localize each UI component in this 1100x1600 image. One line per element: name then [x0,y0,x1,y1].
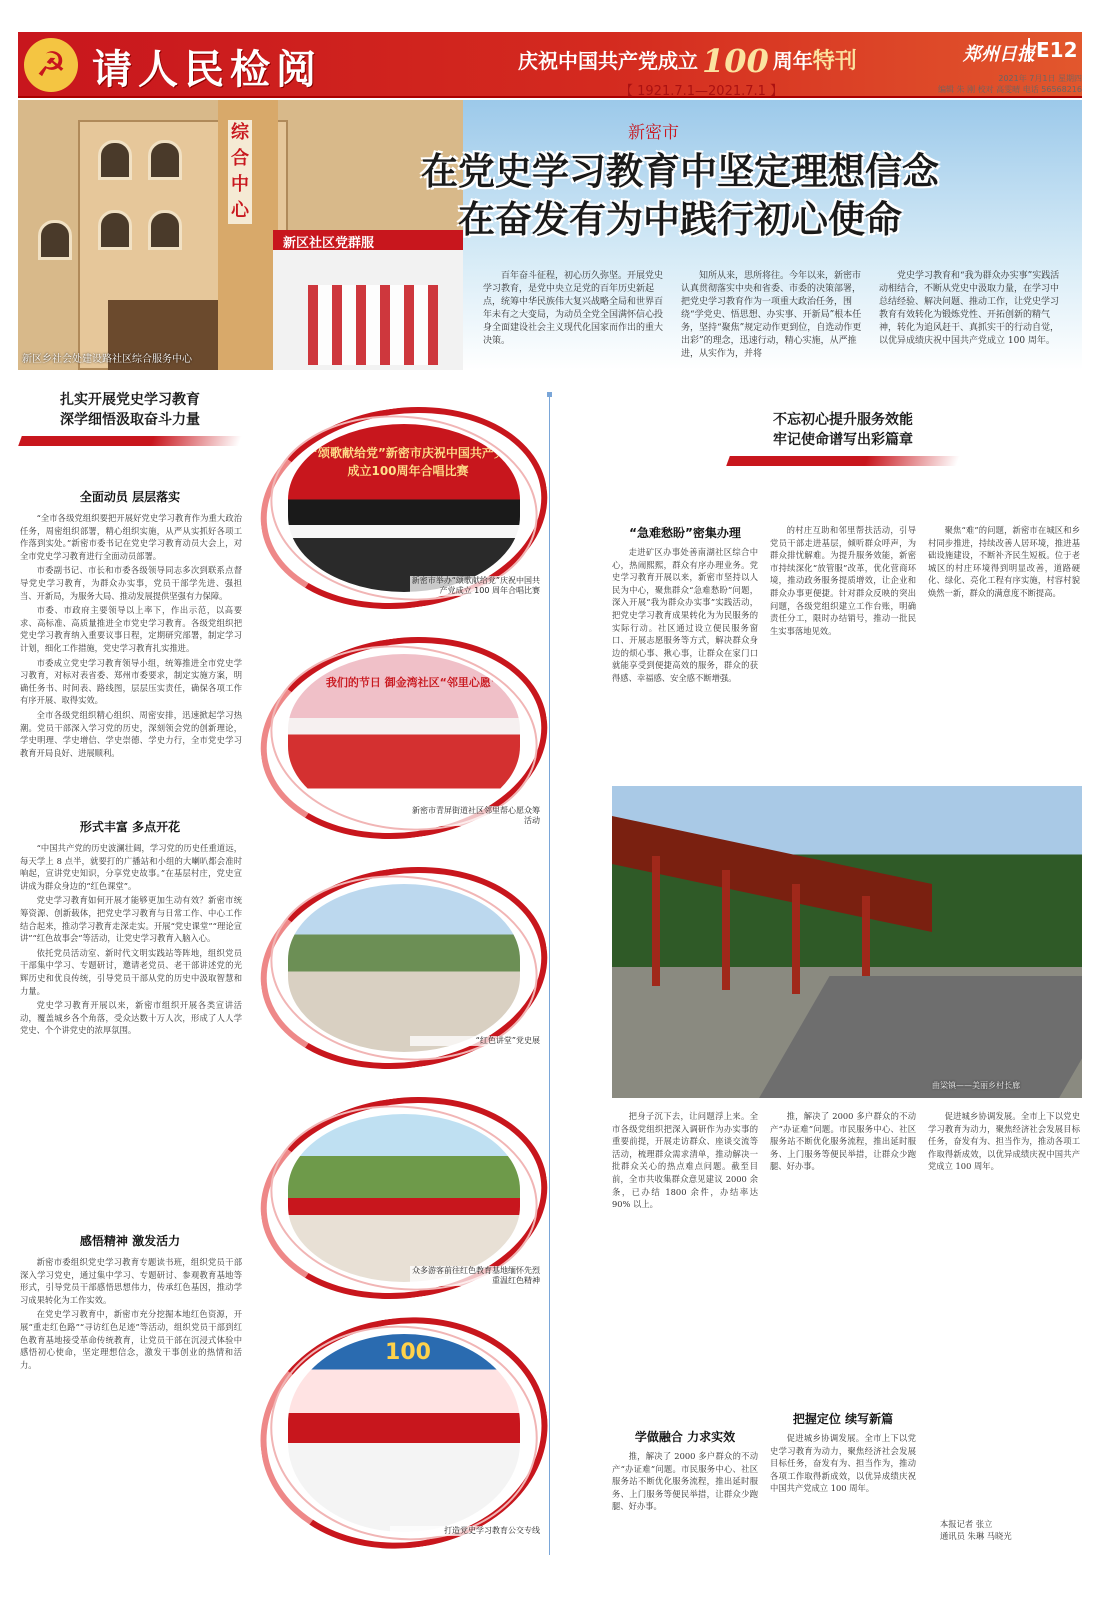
intro-col-2: 知所从来，思所将往。今年以来，新密市认真贯彻落实中央和省委、市委的决策部署，把党史学习教育作为一项重大政治任务，围绕“学党史、悟思想、办实事、开新局”根本任务，坚持“聚焦”规定动作更到位，自选动作更出彩”的理念，迅速行动，精心实施，从严推进，从实作为，并将 [681,271,862,359]
hero-kicker: 新密市 [628,123,679,143]
anniversary-banner [518,42,857,80]
left-subhead-1: 全面动员 层层落实 [79,490,181,504]
intro-col-3: 党史学习教育和“我为群众办实事”实践活动相结合，不断从党史中汲取力量，在学习中总结经验、解决问题、推动工作，让党史学习教育有效转化为锻炼党性、开拓创新的精气神，转化为追风赶干、真抓实干的行动自觉，以优异成绩庆祝中国共产党成立 100 周年。 [879,271,1060,346]
corridor-photo [612,786,1082,1098]
headline-line-2: 在奋发有为中践行初心使命 [458,198,902,241]
banner-special: 特刊 [812,49,857,74]
left-text-1: “全市各级党组织要把开展好党史学习教育作为重大政治任务，周密组织部署，精心组织实施，从严从实抓好各项工作落到实处。”新密市委书记在党史学习教育动员大会上，对全市党史学习教育进行全面动员部署。 市委副书记、市长和市委各级领导同志多次到联系点督导党史学习教育，为群众办实事，党员干部学先进、强担当、开新局，为服务大局、推动发展提供坚强有力保障。 市委、市政府主要领导以上率下，作出示范，以高要求、高标准、高质量推进全市党史学习教育。各级党组织把党史学习教育纳入重要议事日程，定期研究部署，制定学习计划，细化工作措施，党史学习教育扎实推进。 市委成立党史学习教育领导小组，统筹推进全市党史学习教育，对标对表省委、郑州市委要求，制定实施方案，明确任务书、时间表、路线图，层层压实责任，确保各项工作有序开展、取得实效。 全市各级党组织精心组织、周密安排，迅速掀起学习热潮。党员干部深入学习党的历史，深刻领会党的创新理论，学史明理、学史增信、学史崇德、学史力行，全市党史学习教育开局良好、进展顺利。 [20,513,242,758]
newspaper-name: 郑州日报 [963,44,1035,65]
right-subhead-2: 把握定位 续写新篇 [792,1412,894,1426]
photo-community-wishes [260,638,548,838]
column-divider [549,395,550,1555]
page-number: E12 [1028,38,1078,62]
banner-prefix: 庆祝中国共产党成立 [518,49,698,73]
right-subhead-1: “急难愁盼”密集办理 [629,526,741,540]
left-subhead-2: 形式丰富 多点开花 [79,820,181,834]
community-banner: 我们的节日 御金湾社区“邻里心愿” [325,676,499,689]
left-text-3: 新密市委组织党史学习教育专题读书班，组织党员干部深入学习党史，通过集中学习、专题研讨、参观教育基地等形式，引导党员干部感悟思想伟力，传承红色基因，推动学习成果转化为工作实效。 在党史学习教育中，新密市充分挖掘本地红色资源，开展“重走红色路”“寻访红色足迹”等活动，组织党员干部到红色教育基地接受革命传统教育，让党员干部在沉浸式体验中感悟初心使命，坚定理想信念，激发干事创业的热情和活力。 [20,1257,242,1370]
right-banner-line-2: 牢记使命谱写出彩篇章 [773,432,913,448]
photo-caption: 新密市举办“颂歌献给党”庆祝中国共产党成立 100 周年合唱比赛 [411,576,540,595]
issue-date: 2021年 7月1日 星期四 [998,74,1082,83]
right-subhead-3: 学做融合 力求实效 [634,1430,736,1444]
editor-line: 编辑 朱 刚 校对 高雯晴 电话 56568216 [938,85,1082,94]
lower-text-col-1b: 推，解决了 2000 多户群众的不动产“办证难”问题。市民服务中心、社区服务站不断优化服务流程，推出延时服务、上门服务等便民举措，让群众少跑腿、好办事。 [612,1451,758,1512]
divider-dot [547,392,552,397]
lower-text-col-3: 促进城乡协调发展。全市上下以党史学习教育为动力，聚焦经济社会发展目标任务，奋发有为、担当作为，推动各项工作取得新成效，以优异成绩庆祝中国共产党成立 100 周年。 [928,1111,1080,1172]
right-text-col-3: 聚焦“难”的问题，新密市在城区和乡村同步推进，持续改善人居环境，推进基础设施建设，不断补齐民生短板。位于老城区的村庄环境得到明显改善，道路硬化、绿化、亮化工程有序实施，村容村貌焕然一新，群众的满意度不断提高。 [928,525,1080,598]
building-right-sign: 新区社区党群服 [283,236,375,251]
banner-number: 100 [702,42,769,80]
photo-caption: 众多游客前往红色教育基地缅怀先烈重温红色精神 [412,1266,540,1285]
right-text-col-2: 的村庄互助和邻里帮扶活动，引导党员干部走进基层，倾听群众呼声，为群众排忧解难。为提升服务效能，新密市持续深化“放管服”改革，优化营商环境，推动政务服务提质增效，让企业和群众办事更便捷。针对群众反映的突出问题，各级党组织建立工作台账，明确责任分工，限时办结销号，推动一批民生实事落地见效。 [770,525,916,636]
left-banner-line-2: 深学细悟汲取奋斗力量 [60,412,200,428]
right-text-col-1: 走进矿区办事处善南湖社区综合中心，热闹熙熙，群众有序办理业务。党史学习教育开展以来，新密市坚持以人民为中心，聚焦群众“急难愁盼”问题，深入开展“我为群众办实事”实践活动，把党史学习教育成果转化为为民服务的实际行动。社区通过设立便民服务窗口、开展志愿服务等方式，解决群众身边的烦心事、揪心事，让群众在家门口就能享受到便捷高效的服务，群众的获得感、幸福感、安全感不断增强。 [612,547,758,683]
left-section-banner [20,390,240,446]
intro-columns [483,270,1063,361]
hero-section [18,100,1082,370]
hero-photo-caption: 新区乡社会处建设路社区综合服务中心 [22,354,192,365]
photo-caption: 新密市青屏街道社区邻里帮心愿众筹活动 [412,806,540,825]
photo-caption: 打造党史学习教育公交专线 [390,1526,540,1536]
photo-caption: “红色讲堂”党史展 [410,1036,540,1046]
left-banner-line-1: 扎实开展党史学习教育 [60,392,200,408]
photo-choir-contest [260,408,548,608]
choir-banner: “颂歌献给党”新密市庆祝中国共产党成立100周年合唱比赛 [310,446,506,478]
byline: 本报记者 张立 通讯员 朱琳 马晓光 [940,1519,1012,1541]
photo-bus-line [260,1318,548,1548]
photo-history-exhibit [260,868,548,1068]
party-emblem-icon: ☭ [24,38,78,92]
right-section-banner [728,410,958,466]
corridor-caption: 曲梁镇——美丽乡村长廊 [932,1081,1020,1090]
building-sign: 综合中心 [228,120,252,224]
headline-line-1: 在党史学习教育中坚定理想信念 [421,150,939,193]
anniversary-dates: 【 1921.7.1—2021.7.1 】 [620,84,784,99]
bus-banner: 100 [385,1340,431,1365]
lower-text-col-1: 把身子沉下去，让问题浮上来。全市各级党组织把深入调研作为办实事的重要前提，开展走访群众、座谈交流等活动，梳理群众需求清单，推动解决一批群众关心的热点难点问题。截至目前，全市共收集群众意见建议 2000 余条，已办结 1800 余件，办结率达 90% 以上。 [612,1111,758,1210]
issue-meta [906,73,1082,95]
left-text-2: “中国共产党的历史波澜壮阔，学习党的历史任重道远，每天学上 8 点半，就要打的广播站和小组的大喇叭都会准时响起，宣讲党史知识，分享党史故事。”在基层村庄，党史宣讲成为群众身边的“红色课堂”。 党史学习教育如何开展才能够更加生动有效？新密市统筹资源、创新载体，把党史学习教育与日常工作、中心工作结合起来，推动学习教育走深走实。开展“党史课堂”“理论宣讲”“红色故事会”等活动，让党史学习教育入脑入心。 依托党员活动室、新时代文明实践站等阵地，组织党员干部集中学习、专题研讨，邀请老党员、老干部讲述党的光辉历史和优良传统，引导党员干部从党的历史中汲取智慧和力量。 党史学习教育开展以来，新密市组织开展各类宣讲活动，覆盖城乡各个角落，受众达数十万人次，形成了人人学党史、个个讲党史的浓厚氛围。 [20,843,242,1036]
right-banner-line-1: 不忘初心提升服务效能 [773,412,913,428]
intro-col-1: 百年奋斗征程，初心历久弥坚。开展党史学习教育，是党中央立足党的百年历史新起点，统筹中华民族伟大复兴战略全局和世界百年未有之大变局，为动员全党全国满怀信心投身全面建设社会主义现代化国家而作出的重大决策。 [483,271,664,346]
lower-text-col-2: 推，解决了 2000 多户群众的不动产“办证难”问题。市民服务中心、社区服务站不断优化服务流程，推出延时服务、上门服务等便民举措，让群众少跑腿、好办事。 [770,1111,916,1172]
lower-text-col-2b: 促进城乡协调发展。全市上下以党史学习教育为动力，聚焦经济社会发展目标任务，奋发有为、担当作为，推动各项工作取得新成效，以优异成绩庆祝中国共产党成立 100 周年。 [770,1433,916,1494]
banner-suffix: 周年 [772,49,813,73]
hero-headline [290,148,1070,244]
photo-red-base [260,1098,548,1298]
left-subhead-3: 感悟精神 激发活力 [79,1234,181,1248]
column-title: 请人民检阅 [92,46,322,93]
